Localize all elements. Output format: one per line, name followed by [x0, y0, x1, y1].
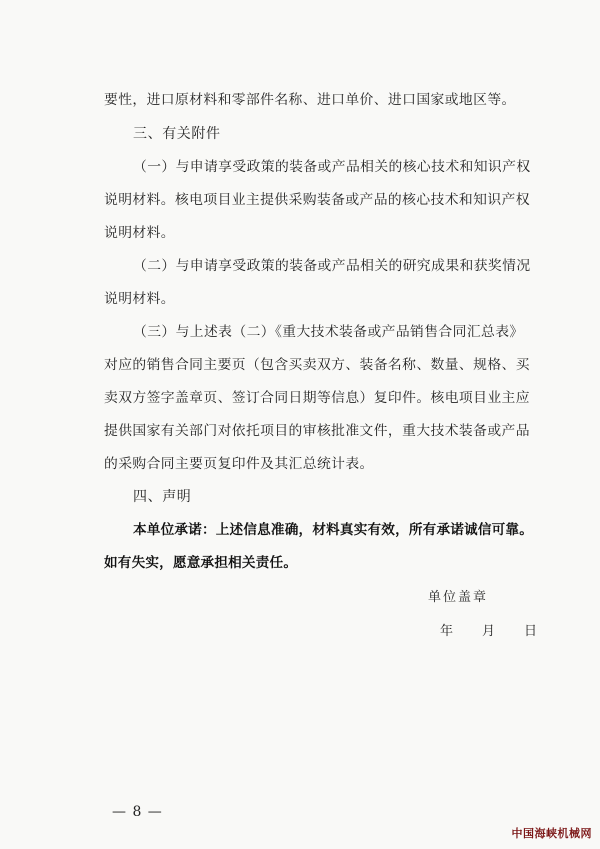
watermark: 中国海峡机械网 [511, 827, 592, 840]
paragraph-line: 说明材料。核电项目业主提供采购装备或产品的核心技术和知识产权 [104, 192, 530, 208]
declaration-line: 本单位承诺：上述信息准确，材料真实有效，所有承诺诚信可靠。 [133, 522, 534, 538]
paragraph-line: （三）与上述表（二）《重大技术装备或产品销售合同汇总表》 [133, 324, 524, 340]
section-heading-attachments: 三、有关附件 [133, 126, 221, 142]
paragraph-line: 说明材料。 [104, 291, 175, 307]
page-number: — 8 — [112, 804, 163, 820]
seal-label: 单位盖章 [428, 590, 489, 605]
paragraph-line: （二）与申请享受政策的装备或产品相关的研究成果和获奖情况 [133, 258, 531, 274]
declaration-line: 如有失实，愿意承担相关责任。 [104, 555, 298, 571]
paragraph-line: 提供国家有关部门对依托项目的审核批准文件，重大技术装备或产品 [104, 423, 530, 439]
paragraph-line: 要性，进口原材料和零部件名称、进口单价、进口国家或地区等。 [104, 92, 516, 108]
paragraph-line: 对应的销售合同主要页（包含买卖双方、装备名称、数量、规格、买 [104, 357, 530, 373]
paragraph-line: 卖双方签字盖章页、签订合同日期等信息）复印件。核电项目业主应 [104, 390, 530, 406]
section-heading-declaration: 四、声明 [133, 489, 192, 505]
paragraph-line: 说明材料。 [104, 225, 175, 241]
paragraph-line: （一）与申请享受政策的装备或产品相关的核心技术和知识产权 [133, 159, 531, 175]
date-label: 年 月 日 [440, 624, 539, 639]
paragraph-line: 的采购合同主要页复印件及其汇总统计表。 [104, 456, 374, 472]
